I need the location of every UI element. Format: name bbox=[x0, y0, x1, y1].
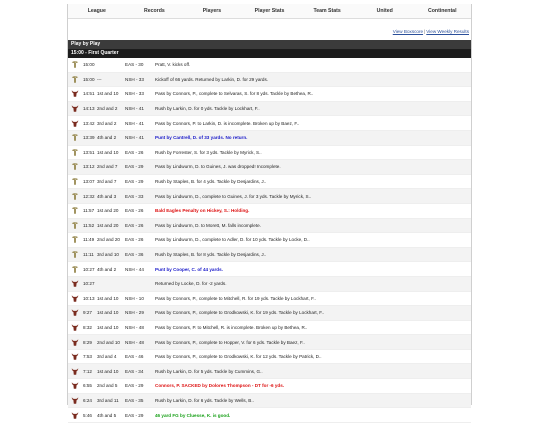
eagle-team-icon bbox=[71, 265, 79, 274]
down-distance: 1st and 20 bbox=[97, 222, 119, 228]
play-description: Pass by Connors, P., complete to Mitchell, R. for 19 yds. Tackle by Lockhart, F.. bbox=[155, 295, 316, 301]
play-row bbox=[68, 131, 471, 146]
nav-league[interactable]: League bbox=[87, 8, 106, 14]
play-description: Rush by Staples, B. for 4 yds. Tackle by Desjardins, J.. bbox=[155, 179, 267, 185]
play-row bbox=[68, 175, 471, 190]
play-time: 13:39 bbox=[83, 135, 95, 141]
play-description: Bald Eagles Penalty on Hickey, S.: Holding. bbox=[155, 208, 250, 214]
play-time: 7:53 bbox=[83, 354, 92, 360]
play-row bbox=[68, 321, 471, 336]
bull-team-icon bbox=[71, 411, 79, 420]
line-of-scrimmage: EAS - 30 bbox=[125, 62, 144, 68]
play-row bbox=[68, 394, 471, 409]
play-time: 13:12 bbox=[83, 164, 95, 170]
bull-team-icon bbox=[71, 381, 79, 390]
play-description: Pass by Connors, P. to Mitchell, R. is incomplete. Broken up by Bethea, R.. bbox=[155, 324, 308, 330]
play-time: 6:55 bbox=[83, 383, 92, 389]
eagle-team-icon bbox=[71, 192, 79, 201]
down-distance: 3rd and 4 bbox=[97, 354, 117, 360]
bull-team-icon bbox=[71, 396, 79, 405]
page bbox=[67, 4, 472, 418]
play-time: 10:27 bbox=[83, 281, 95, 287]
down-distance: --- bbox=[97, 76, 102, 82]
play-time: 15:00 bbox=[83, 76, 95, 82]
line-of-scrimmage: NSH - 10 bbox=[125, 295, 144, 301]
line-of-scrimmage: EAS - 34 bbox=[125, 368, 144, 374]
play-time: 13:07 bbox=[83, 179, 95, 185]
line-of-scrimmage: EAS - 46 bbox=[125, 354, 144, 360]
down-distance: 1st and 10 bbox=[97, 91, 119, 97]
play-row bbox=[68, 379, 471, 394]
down-distance: 3rd and 11 bbox=[97, 397, 119, 403]
line-of-scrimmage: NSH - 33 bbox=[125, 76, 144, 82]
play-description: Rush by Forrester, S. for 3 yds. Tackle by Myrick, S.. bbox=[155, 149, 262, 155]
down-distance: 2nd and 7 bbox=[97, 164, 118, 170]
line-of-scrimmage: NSH - 41 bbox=[125, 135, 144, 141]
play-description: Rush by Larkin, D. for 0 yds. Tackle by Lockhart, F.. bbox=[155, 106, 260, 112]
nav-united[interactable]: United bbox=[376, 8, 393, 14]
view-weekly-results-link[interactable]: View Weekly Results bbox=[426, 29, 469, 34]
play-row bbox=[68, 73, 471, 88]
play-description: Pass by Lindwurm, D., complete to Adler, D. for 10 yds. Tackle by Locke, D.. bbox=[155, 237, 310, 243]
play-time: 11:57 bbox=[83, 208, 95, 214]
play-time: 13:42 bbox=[83, 120, 95, 126]
play-row bbox=[68, 233, 471, 248]
line-of-scrimmage: EAS - 26 bbox=[125, 237, 144, 243]
play-row bbox=[68, 219, 471, 234]
top-nav bbox=[68, 4, 471, 19]
play-description: Returned by Locke, D. for -2 yards. bbox=[155, 281, 227, 287]
line-of-scrimmage: EAS - 29 bbox=[125, 412, 144, 418]
line-of-scrimmage: NSH - 48 bbox=[125, 339, 144, 345]
play-description: Punt by Cooper, C. of 44 yards. bbox=[155, 266, 223, 272]
play-time: 11:49 bbox=[83, 237, 95, 243]
line-of-scrimmage: EAS - 29 bbox=[125, 383, 144, 389]
down-distance: 3rd and 2 bbox=[97, 120, 117, 126]
down-distance: 1st and 10 bbox=[97, 295, 119, 301]
play-description: Connors, P. SACKED by Dolores Thompson - DT for -6 yds. bbox=[155, 383, 285, 389]
play-row bbox=[68, 189, 471, 204]
down-distance: 1st and 10 bbox=[97, 324, 119, 330]
play-row bbox=[68, 262, 471, 277]
nav-continental[interactable]: Continental bbox=[427, 8, 457, 14]
eagle-team-icon bbox=[71, 60, 79, 69]
down-distance: 3rd and 10 bbox=[97, 252, 119, 258]
play-time: 6:24 bbox=[83, 397, 92, 403]
down-distance: 2nd and 2 bbox=[97, 106, 118, 112]
play-row bbox=[68, 58, 471, 73]
play-row bbox=[68, 292, 471, 307]
down-distance: 4th and 2 bbox=[97, 266, 117, 272]
play-row bbox=[68, 146, 471, 161]
bull-team-icon bbox=[71, 323, 79, 332]
eagle-team-icon bbox=[71, 148, 79, 157]
down-distance: 1st and 10 bbox=[97, 368, 119, 374]
play-description: Kickoff of 66 yards. Returned by Larkin, D. for 29 yards. bbox=[155, 76, 269, 82]
play-row bbox=[68, 102, 471, 117]
play-row bbox=[68, 160, 471, 175]
eagle-team-icon bbox=[71, 75, 79, 84]
down-distance: 4th and 5 bbox=[97, 412, 117, 418]
play-time: 9:27 bbox=[83, 310, 92, 316]
play-description: Punt by Cantrell, D. of 33 yards. No return. bbox=[155, 135, 248, 141]
bull-team-icon bbox=[71, 279, 79, 288]
bull-team-icon bbox=[71, 338, 79, 347]
down-distance: 2nd and 10 bbox=[97, 339, 120, 345]
line-of-scrimmage: EAS - 29 bbox=[125, 179, 144, 185]
play-description: Rush by Larkin, D. for 5 yds. Tackle by Cummins, G.. bbox=[155, 368, 263, 374]
nav-records[interactable]: Records bbox=[143, 8, 165, 14]
eagle-team-icon bbox=[71, 235, 79, 244]
play-description: Rush by Larkin, D. for 6 yds. Tackle by Wells, B.. bbox=[155, 397, 254, 403]
link-separator: | bbox=[424, 29, 426, 34]
down-distance: 2nd and 5 bbox=[97, 383, 118, 389]
eagle-team-icon bbox=[71, 162, 79, 171]
down-distance: 1st and 10 bbox=[97, 149, 119, 155]
play-description: Pass by Connors, P., complete to Hopper, V. for 6 yds. Tackle by Baez, F.. bbox=[155, 339, 305, 345]
line-of-scrimmage: NSH - 29 bbox=[125, 310, 144, 316]
down-distance: 2nd and 20 bbox=[97, 237, 120, 243]
line-of-scrimmage: NSH - 41 bbox=[125, 106, 144, 112]
bull-team-icon bbox=[71, 352, 79, 361]
down-distance: 4th and 3 bbox=[97, 193, 117, 199]
play-description: Pass by Lindwurm, D. to Guines, J. was dropped! Incomplete. bbox=[155, 164, 281, 170]
down-distance: 4th and 2 bbox=[97, 135, 117, 141]
play-description: Pass by Connors, P., complete to Selvaras, S. for 8 yds. Tackle by Bethea, R.. bbox=[155, 91, 314, 97]
play-time: 15:00 bbox=[83, 62, 95, 68]
line-of-scrimmage: NSH - 33 bbox=[125, 91, 144, 97]
down-distance: 1st and 10 bbox=[97, 310, 119, 316]
play-time: 5:46 bbox=[83, 412, 92, 418]
play-row bbox=[68, 87, 471, 102]
play-row bbox=[68, 306, 471, 321]
play-description: Pass by Connors, P. to Larkin, D. is incomplete. Broken up by Baez, F.. bbox=[155, 120, 300, 126]
nav-players[interactable]: Players bbox=[202, 8, 222, 14]
line-of-scrimmage: EAS - 26 bbox=[125, 208, 144, 214]
play-time: 8:32 bbox=[83, 324, 92, 330]
line-of-scrimmage: EAS - 29 bbox=[125, 164, 144, 170]
eagle-team-icon bbox=[71, 221, 79, 230]
result-links bbox=[68, 29, 471, 37]
line-of-scrimmage: EAS - 33 bbox=[125, 193, 144, 199]
play-time: 11:11 bbox=[83, 252, 94, 258]
bull-team-icon bbox=[71, 308, 79, 317]
eagle-team-icon bbox=[71, 206, 79, 215]
play-description: 46 yard FG by Cluesse, K. is good. bbox=[155, 412, 231, 418]
line-of-scrimmage: EAS - 26 bbox=[125, 222, 144, 228]
play-time: 14:51 bbox=[83, 91, 95, 97]
play-row bbox=[68, 350, 471, 365]
nav-player-stats[interactable]: Player Stats bbox=[254, 8, 285, 14]
play-row bbox=[68, 335, 471, 350]
play-row bbox=[68, 116, 471, 131]
play-time: 10:13 bbox=[83, 295, 95, 301]
play-time: 13:51 bbox=[83, 149, 95, 155]
play-description: Pass by Connors, P., complete to Grodkowski, K. for 12 yds. Tackle by Patrick, D.. bbox=[155, 354, 322, 360]
play-description: Pass by Lindwurm, D. to Morett, M. falls incomplete. bbox=[155, 222, 261, 228]
bull-team-icon bbox=[71, 294, 79, 303]
line-of-scrimmage: NSH - 48 bbox=[125, 324, 144, 330]
plays-list bbox=[68, 58, 471, 423]
play-time: 12:32 bbox=[83, 193, 95, 199]
line-of-scrimmage: EAS - 26 bbox=[125, 149, 144, 155]
eagle-team-icon bbox=[71, 177, 79, 186]
play-time: 14:13 bbox=[83, 106, 95, 112]
play-time: 7:12 bbox=[83, 368, 92, 374]
bull-team-icon bbox=[71, 89, 79, 98]
line-of-scrimmage: EAS - 35 bbox=[125, 397, 144, 403]
play-description: Pratt, V. kicks off. bbox=[155, 62, 191, 68]
play-description: Rush by Staples, B. for 8 yds. Tackle by Desjardins, J.. bbox=[155, 252, 267, 258]
play-row bbox=[68, 408, 471, 423]
eagle-team-icon bbox=[71, 133, 79, 142]
play-time: 8:29 bbox=[83, 339, 92, 345]
line-of-scrimmage: NSH - 41 bbox=[125, 120, 144, 126]
play-time: 11:52 bbox=[83, 222, 95, 228]
nav-team-stats[interactable]: Team Stats bbox=[313, 8, 341, 14]
bull-team-icon bbox=[71, 367, 79, 376]
bull-team-icon bbox=[71, 104, 79, 113]
line-of-scrimmage: NSH - 44 bbox=[125, 266, 144, 272]
play-by-play-header: Play by Play bbox=[68, 40, 471, 49]
eagle-team-icon bbox=[71, 250, 79, 259]
play-row bbox=[68, 204, 471, 219]
line-of-scrimmage: EAS - 36 bbox=[125, 252, 144, 258]
quarter-header: 15:00 - First Quarter bbox=[68, 49, 471, 58]
play-row bbox=[68, 277, 471, 292]
play-row bbox=[68, 248, 471, 263]
play-row bbox=[68, 364, 471, 379]
play-description: Pass by Connors, P., complete to Grodkowski, K. for 19 yds. Tackle by Lockhart, F.. bbox=[155, 310, 325, 316]
down-distance: 3rd and 7 bbox=[97, 179, 117, 185]
bull-team-icon bbox=[71, 119, 79, 128]
down-distance: 1st and 20 bbox=[97, 208, 119, 214]
play-time: 10:27 bbox=[83, 266, 95, 272]
play-description: Pass by Lindwurm, D., complete to Guines, J. for 3 yds. Tackle by Myrick, S.. bbox=[155, 193, 312, 199]
view-boxscore-link[interactable]: View Boxscore bbox=[392, 29, 424, 34]
